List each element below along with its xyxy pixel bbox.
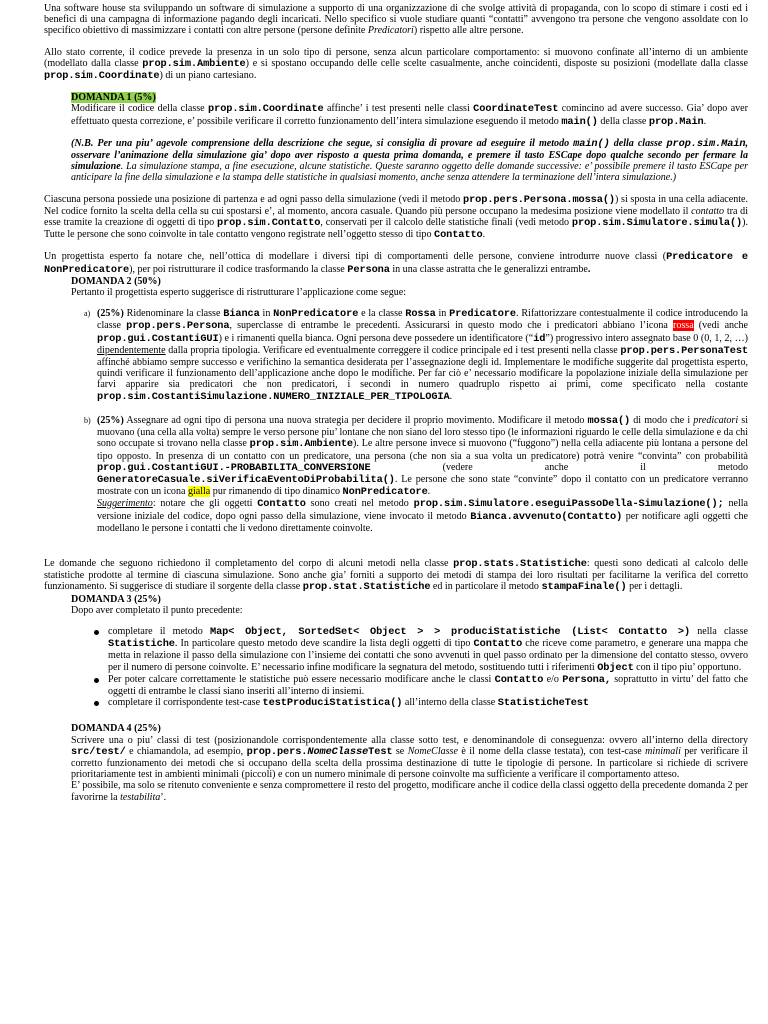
bullet-icon xyxy=(94,701,99,706)
movement-paragraph: Ciascuna persona possiede una posizione di partenza e ad ogni passo della simulazione (vedi il metodo prop.pers.Persona.mossa()) si sposta in una cella adiacente. Nel codice fornito la scelta della cella su cui spostarsi e’, al momento, ancora casuale. Quando più persone occupano la medesima posizione viene modellato il contatto tra di esse tramite la creazione di oggetti di tipo prop.sim.Contatto, conservati per il calcolo delle statistiche finali (vedi metodo prop.sim.Simulatore.simula()). Tutte le persone che sono coinvolte in tale contatto vengono registrate nell’oggetto stesso di tipo Contatto. xyxy=(44,193,748,242)
item-marker: a) xyxy=(84,309,91,319)
question-2-intro: Pertanto il progettista esperto suggerisce di ristrutturare l’applicazione come segue: xyxy=(71,287,407,299)
item-marker: b) xyxy=(84,415,91,425)
statistics-paragraph: Le domande che seguono richiedono il completamento del corpo di alcuni metodi nella classe prop.stats.Statistiche: questi sono dedicati al calcolo delle statistiche prodotte al termine di ciascuna simulazione. Sono anche gia’ forniti a supporto dei metodi di stampa dei loro risultati per facilitarne la verifica del corretto funzionamento. Si suggerisce di studiare il sorgente della classe prop.stat.Statistiche ed in particolare il metodo stampaFinale() per i dettagli. xyxy=(44,557,748,594)
intro-paragraph: Una software house sta sviluppando un software di simulazione a supporto di una organizzazione di che svolge attività di propaganda, con lo scopo di stimare i costi ed i benefici di una campagna di informazione pagando degli incaricati. Nello specifico si vuole studiare quanti “contatti” avvengono tra persone che vengono assoldate con lo specifico obiettivo di massimizzare i contatti con altre persone (persone definite Predicatori) rispetto alle altre persone. xyxy=(44,3,748,37)
bullet-icon xyxy=(94,678,99,683)
question-4 xyxy=(71,723,748,802)
question-3 xyxy=(71,594,748,616)
question-4-text: Scrivere una o piu’ classi di test (posizionandole corrispondentemente alla classe sotto test, e denominandole di conseguenza: ovvero all’interno della directory src/test/ e chiamandola, ad esempio, prop.pers.NomeClasseTest se NomeClasse è il nome della classe testata), con test-case minimali per verificare il corretto funzionamento dei metodi che si occupano della scelta della prossima destinazione di tutte le tipologie di persone. In particolare si richiede di scrivere prioritariamente test in ambienti minimali (piccoli) e con un numero minimale di persone coinvolte ma sufficiente a verificare il comportamento atteso. xyxy=(71,734,749,781)
question-1-title: DOMANDA 1 (5%) xyxy=(71,92,156,104)
question-4-note: E’ possibile, ma solo se ritenuto conveniente e senza compromettere il resto del progetto, modificare anche il codice della classi oggetto della precedente domanda 2 per favorirne la testabilita’. xyxy=(71,780,748,803)
question-3-intro: Dopo aver completato il punto precedente: xyxy=(71,604,243,616)
question-2-title: DOMANDA 2 (50%) xyxy=(71,275,161,287)
question-4-title: DOMANDA 4 (25%) xyxy=(71,723,161,735)
question-1-note: (N.B. Per una piu’ agevole comprensione della descrizione che segue, si consiglia di provare ad eseguire il metodo main() della classe prop.sim.Main, osservare l’animazione della simulazione gia’ dopo aver risposto a questa prima domanda, e premere il tasto ESCape dopo qualche secondo per fermare la simulazione. La simulazione stampa, a fine esecuzione, alcune statistiche. Queste saranno oggetto delle domande successive: e’ possibile premere il tasto ESCape per anticipare la fine della simulazione e la stampa delle statistiche in qualsiasi momento, anche senza attendere la terminazione dell’intera simulazione.) xyxy=(71,137,748,184)
yellow-highlight: gialla xyxy=(187,486,211,498)
red-highlight: rossa xyxy=(673,320,694,332)
question-1 xyxy=(71,92,748,183)
question-3-bullet: completare il metodo Map< Object, SortedSet< Object > > produciStatistiche (List< Contatto >) nella classe Statistiche. In particolare questo metodo deve scandire la lista degli oggetti di tipo Contatto che riceve come parametro, e generare una mappa che metta in relazione il passo della simulazione con l’insieme dei contatti che sono avvenuti in quel passo ordinato per la dimensione del contatto stesso, ovvero per il numero di persone coinvolte. E’ necessario infine modificare la segnatura del metodo, sostituendo tutti i riferimenti Object con il tipo piu’ opportuno. xyxy=(92,626,748,674)
question-2-hint: Suggerimento: notare che gli oggetti Contatto sono creati nel metodo prop.sim.Simulatore.eseguiPassoDella-Simulazione(); nella versione iniziale del codice, dopo ogni passo della simulazione, viene invocato il metodo Bianca.avvenuto(Contatto) per notificare agli oggetti che modellano le persone i contatti che li vedono direttamente coinvolte. xyxy=(97,498,748,534)
question-2-item-b: b) (25%) Assegnare ad ogni tipo di persona una nuova strategia per decidere il proprio movimento. Modificare il metodo mossa() di modo che i predicatori si muovano (una cella alla volta) sempre le verso persone piu’ lontane che non siano del loro stesso tipo (le informazioni riguardo le celle della simulazione e da chi sono occupate si trovano nella classe prop.sim.Ambiente). Le altre persone invece si muovono (“fuggono”) nella cella adiacente più lontana a persone del tipo opposto. In presenza di un contatto con un predicatore, una persona (che non sia a sua volta un predicatore) potrà venire “convinta” con probabilità prop.gui.CostantiGUI.-PROBABILITA_CONVERSIONE (vedere anche il metodo GeneratoreCasuale.siVerificaEventoDiProbabilita(). Le persone che sono state “convinte” dopo il contatto con un predicatore verranno mostrate con un icona gialla pur rimanendo di tipo dinamico NonPredicatore. Suggerimento: notare che gli oggetti Contatto sono creati nel metodo prop.sim.Simulatore.eseguiPassoDella-Simulazione(); nella versione iniziale del codice, dopo ogni passo della simulazione, viene invocato il metodo Bianca.avvenuto(Contatto) per notificare agli oggetti che modellano le persone i contatti che li vedono direttamente coinvolte. xyxy=(84,414,748,534)
question-3-bullet: completare il corrispondente test-case testProduciStatistica() all’interno della classe StatisticheTest xyxy=(92,697,748,709)
question-1-text: Modificare il codice della classe prop.sim.Coordinate affinche’ i test presenti nelle classi CoordinateTest comincino ad avere successo. Gia’ dopo aver effettuato questa correzione, e’ possibile verificare il corretto funzionamento dell’intera simulazione eseguendo il metodo main() della classe prop.Main. xyxy=(71,103,748,128)
designer-paragraph: Un progettista esperto fa notare che, nell’ottica di modellare i diversi tipi di comportamenti delle persone, conviene introdurre nuove classi (Predicatore e NonPredicatore), per poi ristrutturare il codice trasformando la classe Persona in una classe astratta che le generalizzi entrambe. xyxy=(44,251,748,276)
question-3-title: DOMANDA 3 (25%) xyxy=(71,593,161,605)
bullet-icon xyxy=(94,630,99,635)
state-paragraph: Allo stato corrente, il codice prevede la presenza in un solo tipo di persone, senza alcun particolare comportamento: si muovono confinate all’interno di un ambiente (modellato dalla classe prop.sim.Ambiente) e si spostano occupando delle celle scelte casualmente, anche coincidenti, disposte su posizioni (modellate dalla classe prop.sim.Coordinate) di un piano cartesiano. xyxy=(44,46,748,83)
exam-document xyxy=(44,3,748,803)
question-2-item-a: a) (25%) Ridenominare la classe Bianca in NonPredicatore e la classe Rossa in Predicatore. Rifattorizzare contestualmente il codice introducendo la classe prop.pers.Persona, superclasse di entrambe le precedenti. Assicurarsi in questo modo che i predicatori abbiano l’icona rossa (vedi anche prop.gui.CostantiGUI) e i rimanenti quella bianca. Ogni persona deve possedere un identificatore (“id”) progressivo intero assegnato base 0 (0, 1, 2, …) dipendentemente dalla propria tipologia. Verificare ed eventualmente correggere il codice principale ed i test presenti nella classe prop.pers.PersonaTest affinché abbiamo sempre successo e verifichino la semantica desiderata per l’assegnazione degli id. Implementare le modifiche suggerite dal progettista esperto, quindi verificare il funzionamento dell’applicazione anche dopo le modifiche. Per far ciò e’ necessario modificare la popolazione iniziale della simulazione per farvi apparire sia predicatori che non predicatori, i secondi in numero quadruplo rispetto ai primi, come specificato nella costante prop.sim.CostantiSimulazione.NUMERO_INIZIALE_PER_TIPOLOGIA. xyxy=(84,308,748,403)
question-2 xyxy=(71,276,748,534)
question-3-bullet: Per poter calcare correttamente le statistiche può essere necessario modificare anche le classi Contatto e/o Persona, soprattutto in virtu’ del fatto che oggetti di entrambe le classi siano inseriti all’interno di insiemi. xyxy=(92,674,748,697)
